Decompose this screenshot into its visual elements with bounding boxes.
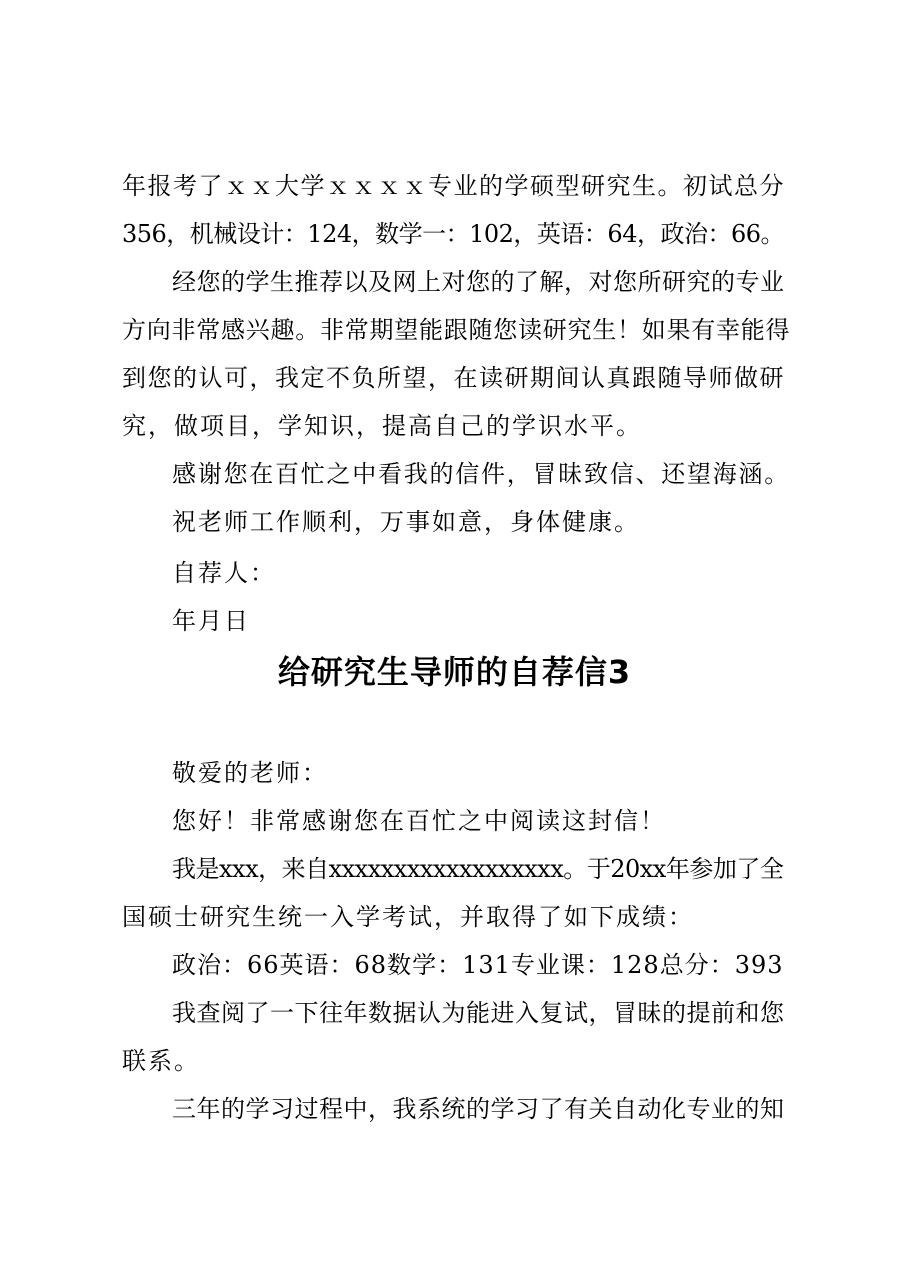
- paragraph-line: 方向非常感兴趣。非常期望能跟随您读研究生！如果有幸能得: [122, 316, 791, 344]
- page-title: 给研究生导师的自荐信3: [277, 653, 632, 691]
- paragraph-line: 我查阅了一下往年数据认为能进入复试，冒昧的提前和您: [172, 999, 785, 1027]
- paragraph-line: 356，机械设计：124，数学一：102，英语：64，政治：66。: [122, 220, 785, 248]
- paragraph-line: 国硕士研究生统一入学考试，并取得了如下成绩：: [122, 903, 694, 931]
- paragraph-line: 究，做项目，学知识，提高自己的学识水平。: [122, 412, 642, 440]
- paragraph-line: 联系。: [122, 1047, 200, 1075]
- paragraph-line: 经您的学生推荐以及网上对您的了解，对您所研究的专业: [172, 268, 785, 296]
- paragraph-line: 三年的学习过程中，我系统的学习了有关自动化专业的知: [172, 1095, 785, 1123]
- signature-label: 自荐人：: [172, 559, 276, 587]
- paragraph-line: 祝老师工作顺利，万事如意，身体健康。: [172, 508, 640, 536]
- paragraph-line: 感谢您在百忙之中看我的信件，冒昧致信、还望海涵。: [172, 460, 790, 488]
- paragraph-line: 年报考了ｘｘ大学ｘｘｘｘ专业的学硕型研究生。初试总分: [122, 172, 785, 200]
- date-label: 年月日: [172, 607, 250, 635]
- paragraph-line: 您好！非常感谢您在百忙之中阅读这封信！: [172, 807, 666, 835]
- paragraph-line: 我是xxx，来自xxxxxxxxxxxxxxxxxx。于20xx年参加了全: [172, 855, 784, 883]
- paragraph-line: 到您的认可，我定不负所望，在读研期间认真跟随导师做研: [122, 364, 785, 392]
- scores-line: 政治：66英语：68数学：131专业课：128总分：393: [172, 951, 784, 979]
- salutation: 敬爱的老师：: [172, 759, 328, 787]
